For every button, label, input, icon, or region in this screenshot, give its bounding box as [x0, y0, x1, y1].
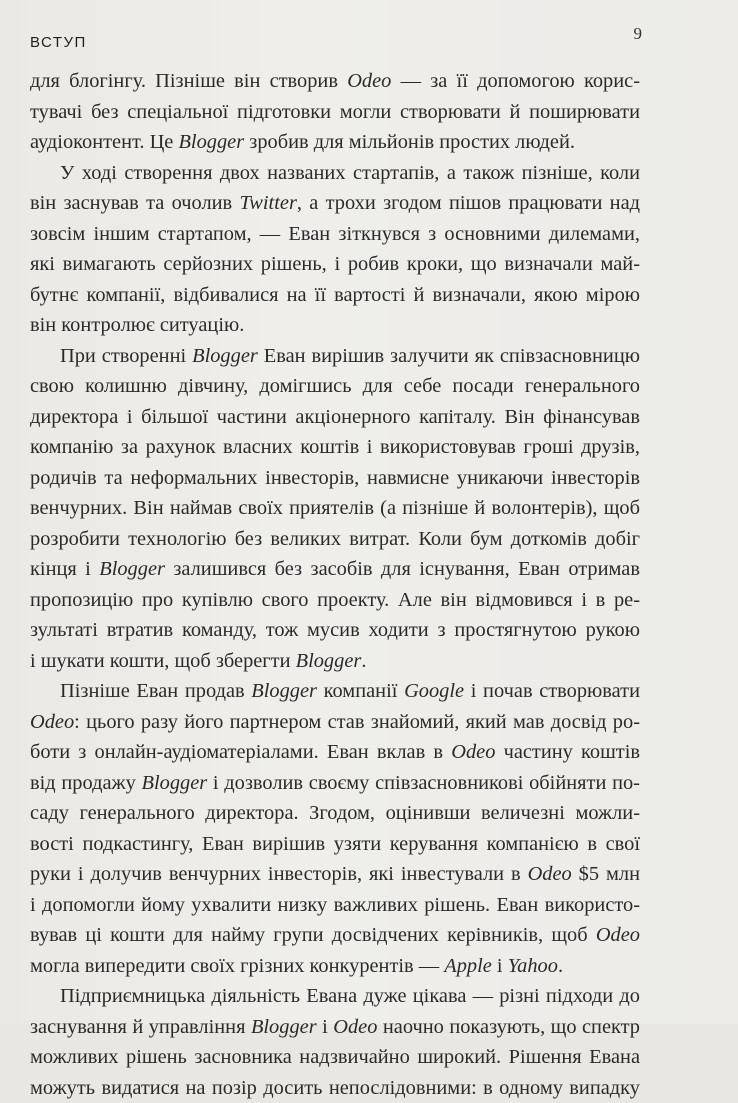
text-line — [30, 158, 640, 189]
text-run: $5 млн — [572, 863, 640, 885]
text-line — [30, 127, 640, 158]
text-run: руки і долучив венчурних інвесторів, які інвестували в — [30, 863, 528, 885]
text-line — [30, 1073, 640, 1103]
text-run: і почав створювати — [464, 680, 640, 702]
italic-term: Odeo — [596, 924, 640, 946]
text-run: Підприємницька діяльність Евана дуже цікава — різні підходи до — [60, 985, 640, 1007]
text-line — [30, 981, 640, 1012]
paragraph — [30, 981, 640, 1103]
text-line — [30, 310, 640, 341]
text-line — [30, 493, 640, 524]
paragraph — [30, 676, 640, 981]
text-run: тувачі без спеціальної підготовки могли створювати й поширювати — [30, 101, 640, 123]
text-run: і дозволив своєму співзасновникові обійняти по- — [207, 772, 640, 794]
italic-term: Blogger — [251, 1016, 317, 1038]
text-run: компанію за рахунок власних коштів і використовував гроші друзів, — [30, 436, 640, 458]
chapter-title: ВСТУП — [30, 34, 87, 51]
text-run: родичів та неформальних інвесторів, навмисне уникаючи інвесторів — [30, 467, 640, 489]
text-run: При створенні — [60, 345, 192, 367]
text-run: У ході створення двох названих стартапів, а також пізніше, коли — [60, 162, 640, 184]
text-run: вості подкастингу, Еван вирішив узяти керування компанією в свої — [30, 833, 640, 855]
text-line — [30, 646, 640, 677]
italic-term: Yahoo — [508, 955, 558, 977]
text-line — [30, 97, 640, 128]
text-run: і — [492, 955, 508, 977]
text-line — [30, 829, 640, 860]
text-line — [30, 554, 640, 585]
text-run: він заснував та очолив — [30, 192, 239, 214]
text-run: компанії — [317, 680, 404, 702]
paragraph — [30, 341, 640, 677]
text-line — [30, 768, 640, 799]
text-run: і — [317, 1016, 334, 1038]
text-run: для блогінгу. Пізніше він створив — [30, 70, 347, 92]
text-line — [30, 615, 640, 646]
text-line — [30, 249, 640, 280]
italic-term: Blogger — [178, 131, 244, 153]
italic-term: Blogger — [296, 650, 362, 672]
paragraph — [30, 158, 640, 341]
running-header — [30, 34, 642, 58]
text-run: саду генерального директора. Згодом, оцінивши величезні можли- — [30, 802, 640, 824]
text-line — [30, 859, 640, 890]
text-line — [30, 524, 640, 555]
text-run: можливих рішень засновника надзвичайно широкий. Рішення Евана — [30, 1046, 640, 1068]
italic-term: Odeo — [30, 711, 74, 733]
text-run: і допомогли йому ухвалити низку важливих рішень. Еван використо- — [30, 894, 640, 916]
text-run: — за її допомогою корис- — [391, 70, 640, 92]
text-run: свою колишню дівчину, домігшись для себе посади генерального — [30, 375, 640, 397]
text-run: бутнє компанії, відбивалися на її вартості й визначали, якою мірою — [30, 284, 640, 306]
text-run: . — [361, 650, 366, 672]
italic-term: Blogger — [142, 772, 208, 794]
italic-term: Apple — [444, 955, 492, 977]
text-line — [30, 280, 640, 311]
text-line — [30, 585, 640, 616]
text-run: зовсім іншим стартапом, — Еван зіткнувся з основними дилемами, — [30, 223, 640, 245]
italic-term: Odeo — [528, 863, 572, 885]
text-run: які вимагають серйозних рішень, і робив кроки, що визначали май- — [30, 253, 640, 275]
text-run: він контролює ситуацію. — [30, 314, 244, 336]
body-text — [30, 66, 640, 1103]
italic-term: Odeo — [347, 70, 391, 92]
text-run: зультаті втратив команду, тож мусив ходити з простягнутою рукою — [30, 619, 640, 641]
text-run: аудіоконтент. Це — [30, 131, 178, 153]
text-run: Пізніше Еван продав — [60, 680, 251, 702]
text-run: можуть видатися на позір досить непослідовними: в одному випадку — [30, 1077, 640, 1099]
text-run: могла випередити своїх грізних конкурентів — — [30, 955, 444, 977]
text-line — [30, 402, 640, 433]
text-line — [30, 66, 640, 97]
text-line — [30, 1042, 640, 1073]
italic-term: Blogger — [251, 680, 317, 702]
page-number: 9 — [634, 24, 643, 44]
italic-term: Blogger — [99, 558, 165, 580]
text-line — [30, 463, 640, 494]
text-run: залишився без засобів для існування, Еван отримав — [165, 558, 640, 580]
paragraph — [30, 66, 640, 158]
text-line — [30, 920, 640, 951]
text-run: директора і більшої частини акціонерного капіталу. Він фінансував — [30, 406, 640, 428]
text-run: . — [558, 955, 563, 977]
italic-term: Odeo — [333, 1016, 377, 1038]
text-line — [30, 951, 640, 982]
italic-term: Odeo — [451, 741, 495, 763]
text-line — [30, 798, 640, 829]
text-run: боти з онлайн-аудіоматеріалами. Еван вклав в — [30, 741, 451, 763]
text-line — [30, 707, 640, 738]
text-line — [30, 1012, 640, 1043]
italic-term: Google — [404, 680, 464, 702]
text-run: від продажу — [30, 772, 142, 794]
italic-term: Twitter — [239, 192, 296, 214]
text-run: заснування й управління — [30, 1016, 251, 1038]
text-line — [30, 432, 640, 463]
text-run: пропозицію про купівлю свого проекту. Але він відмовився і в ре- — [30, 589, 640, 611]
text-line — [30, 371, 640, 402]
text-run: : цього разу його партнером став знайомий, який мав досвід ро- — [74, 711, 640, 733]
text-run: Еван вирішив залучити як співзасновницю — [258, 345, 640, 367]
text-run: зробив для мільйонів простих людей. — [244, 131, 575, 153]
text-run: частину коштів — [495, 741, 640, 763]
text-run: вував ці кошти для найму групи досвідчених керівників, щоб — [30, 924, 596, 946]
text-run: наочно показують, що спектр — [377, 1016, 640, 1038]
text-run: і шукати кошти, щоб зберегти — [30, 650, 296, 672]
text-line — [30, 219, 640, 250]
text-line — [30, 890, 640, 921]
text-run: венчурних. Він наймав своїх приятелів (а пізніше й волонтерів), щоб — [30, 497, 640, 519]
text-line — [30, 676, 640, 707]
italic-term: Blogger — [192, 345, 258, 367]
text-line — [30, 737, 640, 768]
text-run: розробити технологію без великих витрат. Коли бум доткомів добіг — [30, 528, 640, 550]
text-line — [30, 188, 640, 219]
text-run: кінця і — [30, 558, 99, 580]
text-line — [30, 341, 640, 372]
text-run: , а трохи згодом пішов працювати над — [297, 192, 640, 214]
